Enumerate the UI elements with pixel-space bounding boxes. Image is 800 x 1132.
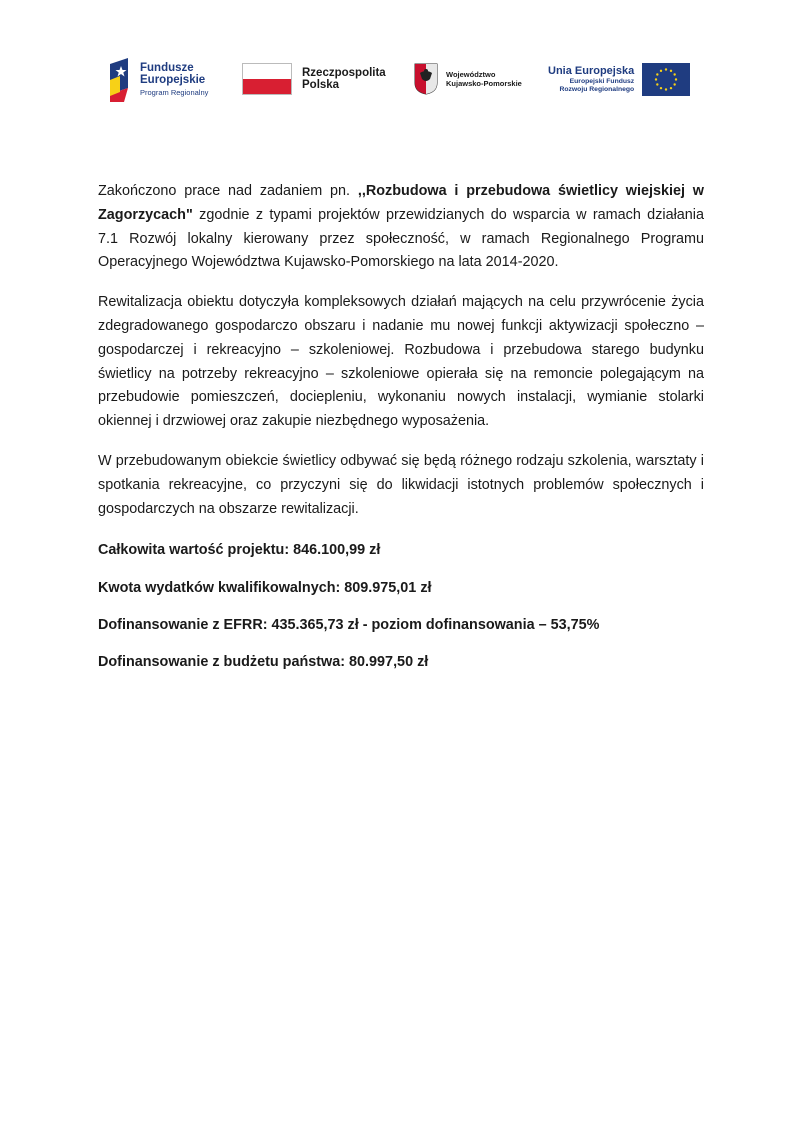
eu-flag-icon <box>642 63 690 96</box>
efrr-funding: Dofinansowanie z EFRR: 435.365,73 zł - poziom dofinansowania – 53,75% <box>98 616 600 633</box>
rzeczpospolita-polska-logo <box>242 63 386 95</box>
eu-star-icon <box>675 78 677 80</box>
eu-star-icon <box>670 70 672 72</box>
rp-line1: Rzeczpospolita <box>302 67 386 79</box>
logo-bar <box>0 0 800 120</box>
intro-text-b: zgodnie z typami projektów przewidzianych do wsparcia w ramach działania 7.1 Rozwój lokalny kierowany przez społeczność, w ramach Regionalnego Programu Operacyjnego Województwa Kujawsko-Pomorskiego na lata 2014-2020. <box>98 206 704 271</box>
eu-star-icon <box>670 87 672 89</box>
ue-line3: Rozwoju Regionalnego <box>559 86 635 93</box>
eu-star-icon <box>660 70 662 72</box>
paragraph-usage: W przebudowanym obiekcie świetlicy odbywać się będą różnego rodzaju szkolenia, warsztaty i spotkania rekreacyjne, co przyczyni się do likwidacji istotnych problemów społecznych i gospodarczych na obszarze rewitalizacji. <box>98 452 704 517</box>
state-budget-funding: Dofinansowanie z budżetu państwa: 80.997,50 zł <box>98 654 429 671</box>
kujawsko-pomorskie-logo <box>414 63 522 95</box>
fe-line3: Program Regionalny <box>140 87 209 97</box>
fundusze-europejskie-icon <box>106 58 134 102</box>
eu-star-icon <box>665 68 667 70</box>
fundusze-europejskie-logo <box>106 58 208 102</box>
total-value: Całkowita wartość projektu: 846.100,99 zł <box>98 542 381 559</box>
ue-line2: Europejski Fundusz <box>569 78 635 85</box>
eu-star-icon <box>665 88 667 90</box>
eligible-expenses: Kwota wydatków kwalifikowalnych: 809.975,01 zł <box>98 579 432 596</box>
eu-star-icon <box>656 73 658 75</box>
polish-flag-icon <box>242 63 292 95</box>
ue-line1: Unia Europejska <box>548 65 635 77</box>
eu-star-icon <box>674 83 676 85</box>
fe-line1: Fundusze <box>140 61 194 74</box>
coat-of-arms-icon <box>414 63 438 95</box>
eu-star-icon <box>656 83 658 85</box>
eu-star-icon <box>660 87 662 89</box>
eu-star-icon <box>655 78 657 80</box>
eu-star-icon <box>674 73 676 75</box>
intro-text-a: Zakończono prace nad zadaniem pn. <box>98 183 358 199</box>
document-body <box>98 180 704 689</box>
kp-line2: Kujawsko-Pomorskie <box>446 79 522 88</box>
unia-europejska-logo <box>548 63 690 96</box>
paragraph-intro <box>98 180 704 275</box>
rp-line2: Polska <box>302 79 340 91</box>
project-name: ,,Rozbudowa i przebudowa świetlicy wiejskiej w Zagorzycach" <box>98 183 704 223</box>
fe-line2: Europejskie <box>140 73 206 86</box>
paragraph-revitalization: Rewitalizacja obiektu dotyczyła kompleksowych działań mających na celu przywrócenie życia zdegradowanego gospodarczo obszaru i nadanie mu nowej funkcji aktywizacji społeczno – gospodarczej i rekreacyjno – szkoleniowej. Rozbudowa i przebudowa starego budynku świetlicy na potrzeby rekreacyjno – szkoleniowe opierała się na remoncie polegającym na przebudowie pomieszczeń, dociepleniu, wykonaniu nowych instalacji, wymianie stolarki okiennej i drzwiowej oraz zakupie niezbędnego wyposażenia. <box>98 294 704 430</box>
kp-line1: Województwo <box>446 70 496 79</box>
